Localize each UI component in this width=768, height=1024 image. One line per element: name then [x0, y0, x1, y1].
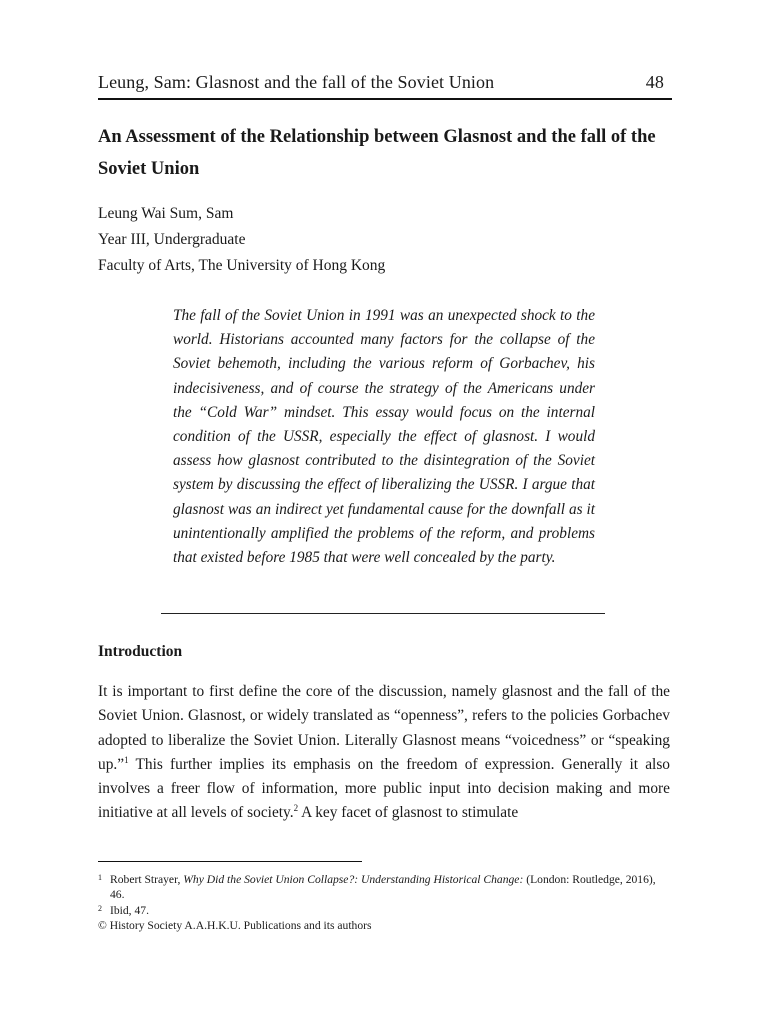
footnotes: [98, 872, 670, 934]
intro-text-part1: It is important to first define the core of the discussion, namely glasnost and the fall of the Soviet Union. Glasnost, or widely translated as “openness”, refers to the policies Gorbachev adopted to liberalize the Soviet Union. Literally Glasnost means “voicedness” or “speaking up.”: [98, 683, 670, 773]
author-block: [98, 201, 598, 279]
footnote-2: [98, 903, 670, 918]
footnote-number: 2: [98, 903, 102, 913]
footnote-number: 1: [98, 873, 102, 882]
introduction-paragraph: [98, 680, 670, 826]
intro-text-part2: This further implies its emphasis on the freedom of expression. Generally it also involves a freer flow of information, more public input into decision making and more initiative at all levels of society.: [98, 755, 670, 822]
footnote-book-title: Why Did the Soviet Union Collapse?: Understanding Historical Change:: [183, 873, 524, 886]
footnote-ref-1: 1: [124, 754, 129, 765]
running-title: Leung, Sam: Glasnost and the fall of the Soviet Union: [98, 72, 495, 92]
section-heading-introduction: Introduction: [98, 643, 183, 660]
footnote-ref-2: 2: [293, 803, 299, 814]
footnote-author: Robert Strayer,: [110, 873, 184, 886]
intro-text-part3: A key facet of glasnost to stimulate: [298, 804, 519, 822]
copyright-notice: © History Society A.A.H.K.U. Publications and its authors: [98, 919, 372, 933]
article-title: An Assessment of the Relationship between Glasnost and the fall of the Soviet Union: [98, 127, 656, 179]
page-number: 48: [645, 72, 664, 92]
footnote-rule: [98, 861, 362, 862]
author-name: Leung Wai Sum, Sam: [98, 205, 234, 222]
footnote-text: [110, 872, 670, 903]
abstract: The fall of the Soviet Union in 1991 was an unexpected shock to the world. Historians accounted many factors for the collapse of the Soviet behemoth, including the various reform of Gorbachev, his indecisiveness, and of course the strategy of the Americans under the “Cold War” mindset. This essay would focus on the internal condition of the USSR, especially the effect of glasnost. I would assess how glasnost contributed to the disintegration of the Soviet system by discussing the effect of liberalizing the USSR. I argue that glasnost was an indirect yet fundamental cause for the downfall as it unintentionally amplified the problems of the reform, and problems that existed before 1985 that were well concealed by the party.: [173, 307, 595, 567]
footnote-1: [98, 872, 670, 903]
footnote-publication: (London: Routledge, 2016), 46.: [110, 873, 656, 902]
author-year: Year III, Undergraduate: [98, 231, 246, 248]
abstract-rule: [161, 613, 605, 614]
header-rule: [98, 98, 672, 100]
footnote-text: Ibid, 47.: [110, 903, 149, 917]
author-affiliation: Faculty of Arts, The University of Hong Kong: [98, 257, 386, 274]
running-header: [98, 72, 664, 93]
